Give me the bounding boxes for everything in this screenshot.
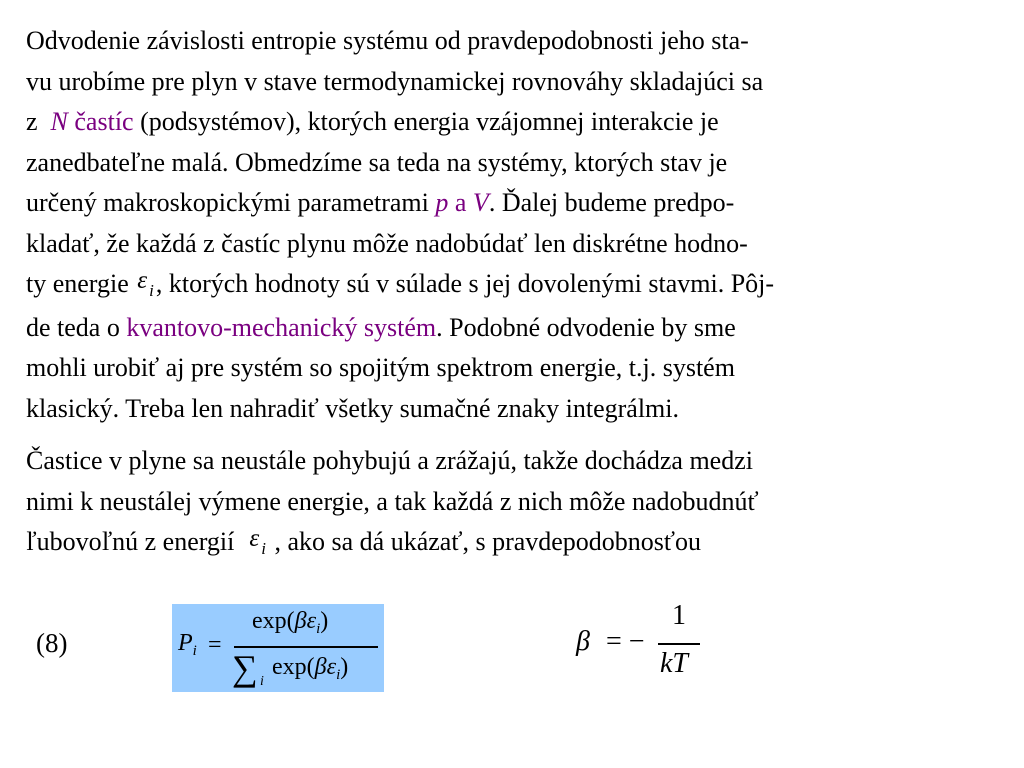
paragraph-entropy-derivation (26, 21, 1006, 429)
text-segment: ľubovoľnú z energií (26, 527, 235, 556)
beta-equals-minus: = − (606, 626, 645, 657)
formula-denominator: $\exp(\beta\varepsilon_i)$ (272, 654, 349, 683)
formula-lhs: $P_i$ (178, 630, 197, 659)
link-quantum-system[interactable]: kvantovo-mechanický systém (126, 312, 437, 342)
formula-numerator: $\exp(\beta\varepsilon_i)$ (252, 608, 329, 637)
text-line: Odvodenie závislosti entropie systému od pravdepodobnosti jeho sta- (26, 26, 749, 55)
sum-subscript: i (260, 674, 264, 689)
symbol-N: N (50, 107, 68, 136)
text-segment: určený makroskopickými parametrami (26, 188, 429, 217)
text-line (26, 308, 1006, 349)
epsilon-subscript: i (261, 539, 266, 558)
text-segment: (podsystémov), ktorých energia vzájomnej interakcie je (140, 107, 719, 136)
symbol-V: V (472, 188, 489, 217)
sum-symbol: ∑ (232, 648, 258, 688)
text-line: vu urobíme pre plyn v stave termodynamickej rovnováhy skladajúci sa (26, 66, 764, 96)
text-line: kladať, že každá z častíc plynu môže nadobúdať len diskrétne hodno- (26, 228, 748, 258)
probability-formula (172, 604, 384, 692)
conjunction-a: a (454, 188, 467, 217)
text-segment: , ako sa dá ukázať, s pravdepodobnosťou (274, 527, 702, 556)
beta-numerator: 1 (672, 600, 686, 631)
text-line: Častice v plyne sa neustále pohybujú a zrážajú, takže dochádza medzi (26, 446, 753, 475)
text-line (26, 264, 1006, 308)
text-segment: . Ďalej budeme predpo- (488, 188, 735, 217)
text-line: nimi k neustálej výmene energie, a tak každá z nich môže nadobudnúť (26, 486, 759, 516)
symbol-p: p (435, 188, 449, 217)
text-segment: . Podobné odvodenie by sme (436, 312, 736, 342)
formula-equals: = (208, 632, 222, 658)
epsilon-symbol: ε (137, 267, 148, 294)
text-segment: de teda o (26, 312, 120, 342)
equation-number: (8) (36, 628, 68, 658)
term-castic: častíc (74, 107, 134, 136)
text-line: klasický. Treba len nahradiť všetky sumačné znaky integrálmi. (26, 393, 679, 423)
text-line: mohli urobiť aj pre systém so spojitým spektrom energie, t.j. systém (26, 353, 735, 382)
text-line (26, 522, 1006, 566)
paragraph-particle-collisions (26, 441, 1006, 566)
epsilon-symbol: ε (249, 525, 260, 552)
epsilon-subscript: i (149, 281, 154, 300)
text-line (26, 183, 1006, 224)
beta-fraction-bar (658, 643, 700, 645)
text-segment: , ktorých hodnoty sú v súlade s jej dovolenými stavmi. Pôj- (155, 269, 775, 298)
text-line (26, 102, 1006, 143)
text-segment: ty energie (26, 269, 129, 298)
beta-symbol: β (576, 626, 590, 657)
text-segment: z (26, 107, 38, 136)
beta-denominator: kT (660, 648, 688, 679)
text-line: zanedbateľne malá. Obmedzíme sa teda na systémy, ktorých stav je (26, 147, 728, 177)
